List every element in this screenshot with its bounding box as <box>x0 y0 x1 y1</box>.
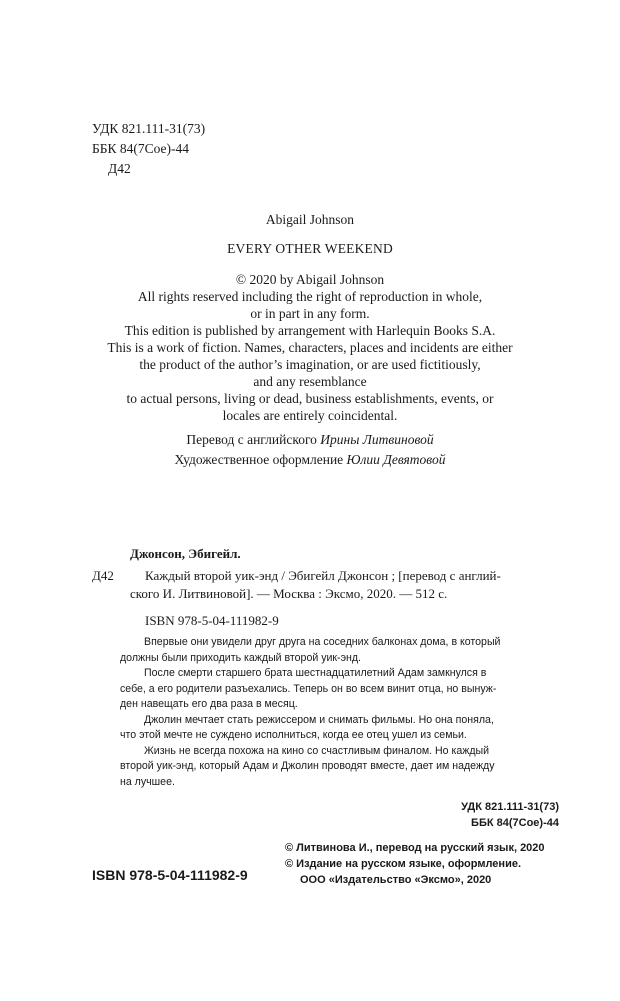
design-label: Художественное оформление <box>174 452 344 467</box>
rights-block <box>60 271 560 424</box>
rights-line: the product of the author’s imagination, or are used fictitiously, <box>139 357 481 372</box>
annotation <box>120 635 558 790</box>
annotation-line: себе, а его родители разъехались. Теперь он во всем винит отца, но вынуж- <box>120 682 497 695</box>
original-author: Abigail Johnson <box>265 212 355 227</box>
annotation-line: После смерти старшего брата шестнадцатилетний Адам замкнулся в <box>144 667 487 679</box>
annotation-line: что этой мечте не суждено исполниться, когда ее отец ушел из семьи. <box>120 729 467 741</box>
designer-name: Юлии Девятовой <box>346 452 446 467</box>
annotation-line: ден навещать его два раза в месяц. <box>120 698 298 710</box>
annotation-line: второй уик-энд, который Адам и Джолин проводят вместе, дает им надежду <box>120 760 495 772</box>
rights-line: and any resemblance <box>253 374 367 389</box>
rights-line: © 2020 by Abigail Johnson <box>235 272 385 287</box>
rights-line: to actual persons, living or dead, business establishments, events, or <box>126 391 494 406</box>
bottom-udc-code: УДК 821.111-31(73) <box>461 801 559 813</box>
rights-line: This edition is published by arrangement with Harlequin Books S.A. <box>124 323 496 338</box>
rights-line: or in part in any form. <box>250 306 370 321</box>
bib-line-2: ского И. Литвиновой]. — Москва : Эксмо, 2020. — 512 с. <box>130 586 448 601</box>
bib-isbn: ISBN 978-5-04-111982-9 <box>145 613 279 628</box>
copyright-edition: © Издание на русском языке, оформление. <box>285 858 522 870</box>
annotation-line: должны были приходить каждый второй уик-энд. <box>120 651 361 664</box>
copyright-translation: © Литвинова И., перевод на русский язык, 2020 <box>285 842 545 854</box>
bib-heading: Джонсон, Эбигейл. <box>130 546 241 561</box>
bbk-code: ББК 84(7Сое)-44 <box>92 141 190 156</box>
copyright-publisher: ООО «Издательство «Эксмо», 2020 <box>300 874 492 886</box>
annotation-line: Джолин мечтает стать режиссером и снимать фильмы. Но она поняла, <box>144 713 494 726</box>
bib-mark: Д42 <box>92 568 114 583</box>
rights-line: locales are entirely coincidental. <box>222 408 398 423</box>
annotation-line: Жизнь не всегда похожа на кино со счастливым финалом. Но каждый <box>144 744 490 757</box>
isbn-bottom: ISBN 978-5-04-111982-9 <box>92 867 248 883</box>
udc-code: УДК 821.111-31(73) <box>92 121 206 136</box>
bottom-bbk-code: ББК 84(7Сое)-44 <box>471 817 559 829</box>
bib-line-1: Каждый второй уик-энд / Эбигейл Джонсон ; [перевод с англий- <box>145 568 501 583</box>
rights-line: All rights reserved including the right of reproduction in whole, <box>137 289 483 304</box>
translation-credit <box>60 431 560 448</box>
translator-name: Ирины Литвиновой <box>320 432 434 447</box>
author-mark: Д42 <box>108 161 131 176</box>
translation-label: Перевод с английского <box>186 432 317 447</box>
annotation-line: на лучшее. <box>120 775 175 788</box>
rights-line: This is a work of fiction. Names, characters, places and incidents are either <box>107 340 513 355</box>
design-credit <box>60 451 560 468</box>
original-title: EVERY OTHER WEEKEND <box>227 241 393 256</box>
annotation-line: Впервые они увидели друг друга на соседних балконах дома, в который <box>144 636 501 648</box>
